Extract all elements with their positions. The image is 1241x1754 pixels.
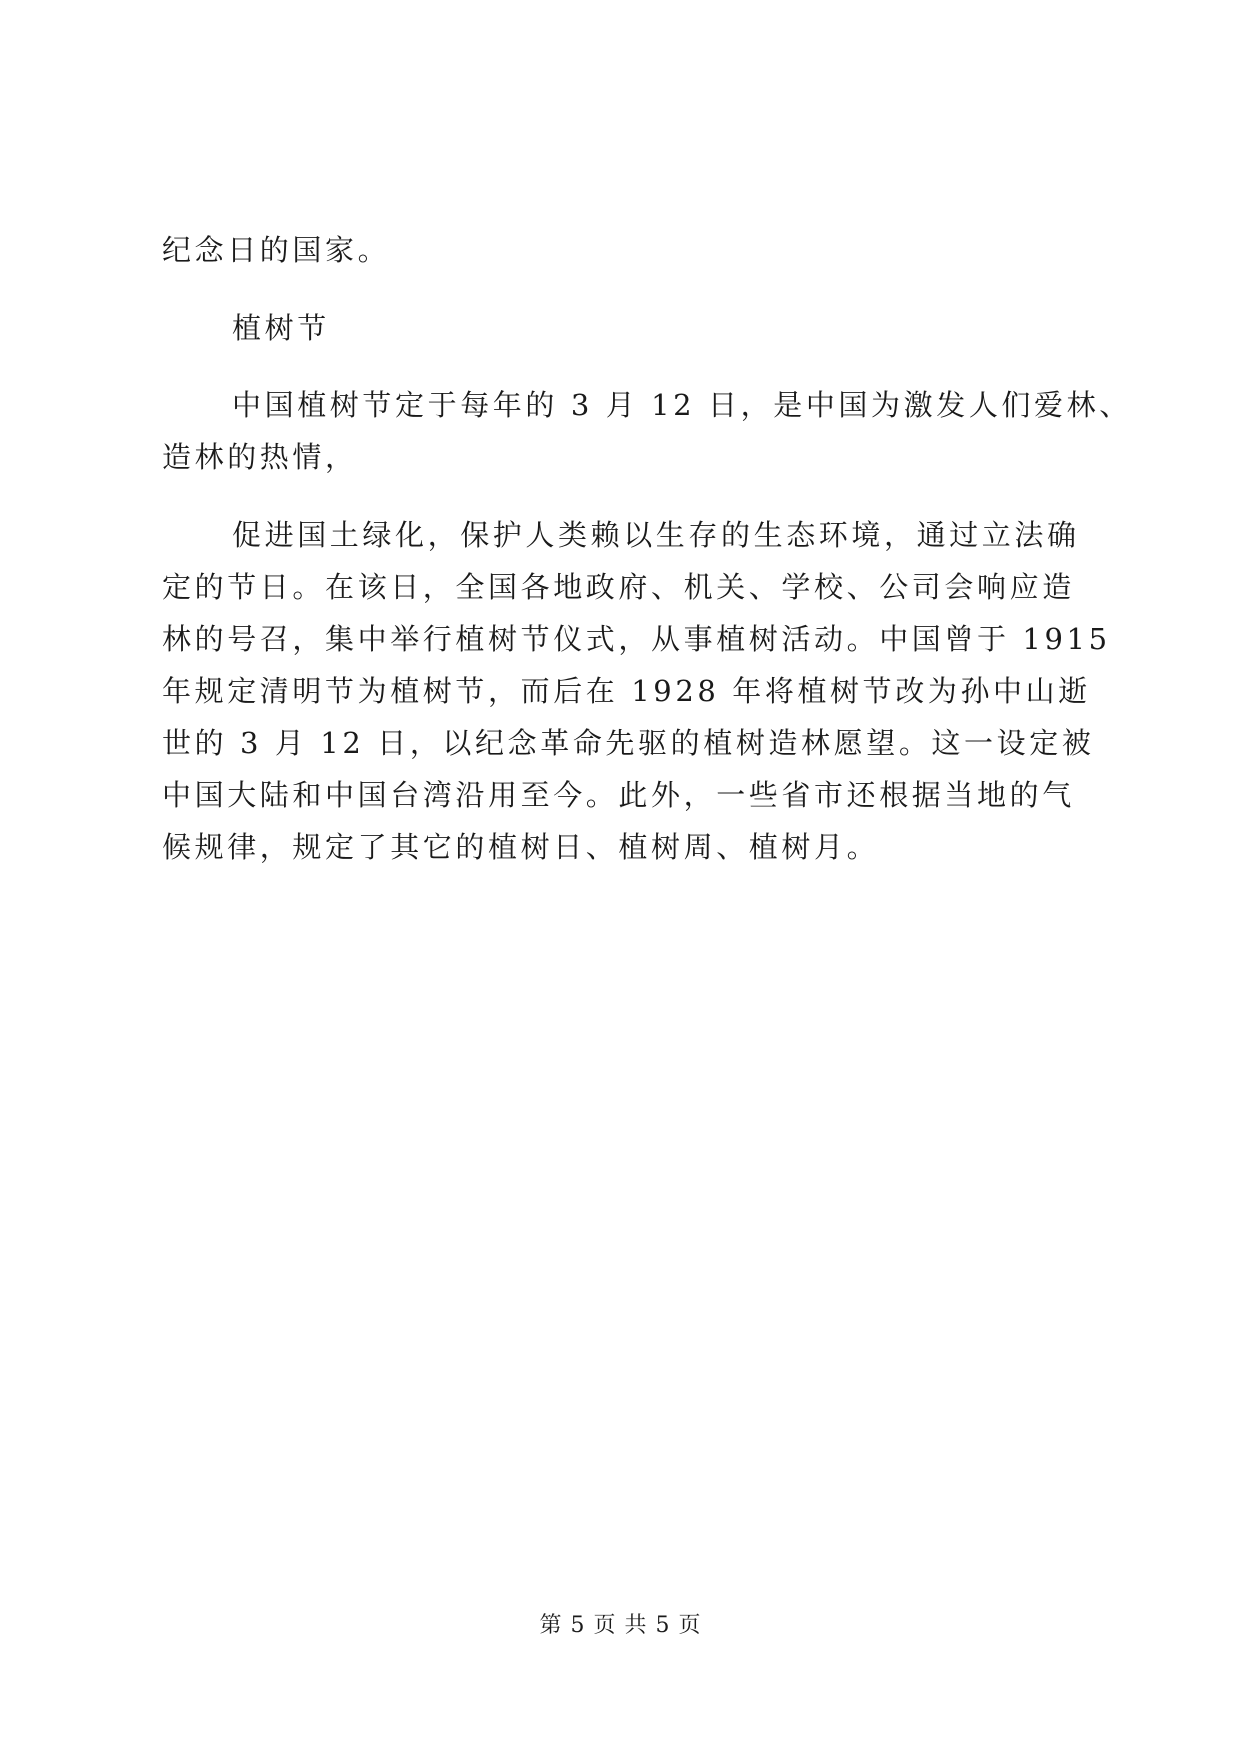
paragraph-line: 候规律，规定了其它的植树日、植树周、植树月。 bbox=[162, 830, 880, 864]
paragraph-line: 纪念日的国家。 bbox=[162, 233, 391, 267]
paragraph-line: 年规定清明节为植树节，而后在 1928 年将植树节改为孙中山逝 bbox=[162, 674, 1091, 708]
paragraph-line: 中国大陆和中国台湾沿用至今。此外，一些省市还根据当地的气 bbox=[162, 778, 1075, 812]
paragraph-line: 促进国土绿化，保护人类赖以生存的生态环境，通过立法确 bbox=[232, 518, 1080, 552]
paragraph-line: 世的 3 月 12 日，以纪念革命先驱的植树造林愿望。这一设定被 bbox=[162, 726, 1095, 760]
paragraph-line: 林的号召，集中举行植树节仪式，从事植树活动。中国曾于 1915 bbox=[162, 622, 1111, 656]
page-number-footer: 第 5 页 共 5 页 bbox=[539, 1613, 702, 1638]
paragraph-line: 造林的热情， bbox=[162, 440, 358, 474]
paragraph-line: 中国植树节定于每年的 3 月 12 日，是中国为激发人们爱林、 bbox=[232, 388, 1132, 422]
paragraph-line: 定的节日。在该日，全国各地政府、机关、学校、公司会响应造 bbox=[162, 570, 1075, 604]
section-heading: 植树节 bbox=[232, 311, 330, 345]
document-body bbox=[162, 230, 1132, 867]
